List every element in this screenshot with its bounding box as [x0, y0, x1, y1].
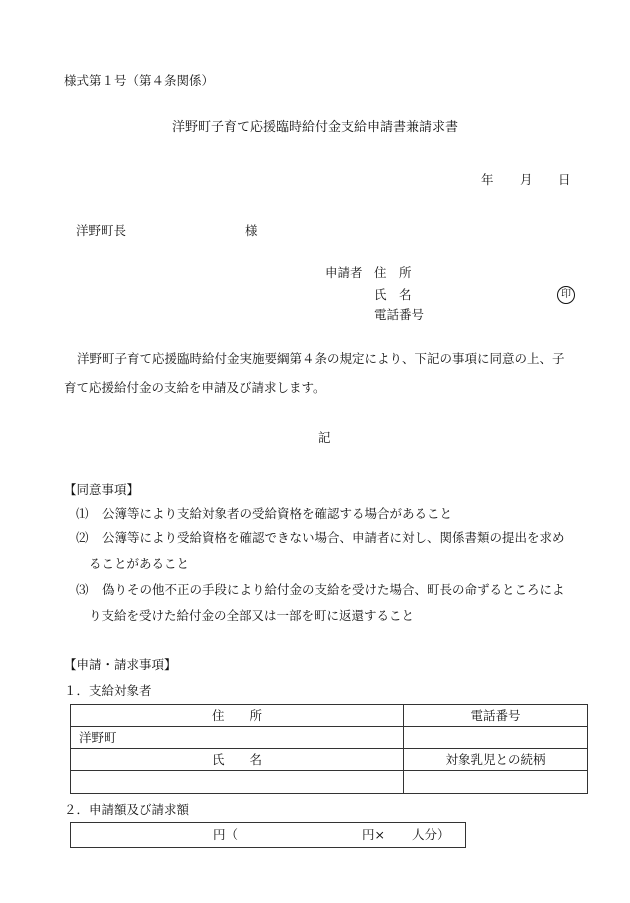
amount-yen-open: 円（ [213, 827, 239, 842]
addressee-honorific: 様 [245, 223, 258, 238]
seal-icon: 印 [557, 286, 575, 304]
ki-label: 記 [318, 430, 331, 445]
addressee-name: 洋野町長 [76, 223, 127, 238]
consent-item-2-num: ⑵ [76, 530, 89, 545]
consent-item-3-text-1: 偽りその他不正の手段により給付金の支給を受けた場合、町長の命ずるところによ [102, 582, 565, 597]
document-title: 洋野町子育て応援臨時給付金支給申請書兼請求書 [171, 120, 458, 135]
consent-item-1-num: ⑴ [76, 506, 89, 521]
consent-item-2-text-1: 公簿等により受給資格を確認できない場合、申請者に対し、関係書類の提出を求め [102, 530, 565, 545]
intro-line-2: 育て応援給付金の支給を申請及び請求します。 [64, 380, 326, 395]
relation-header: 対象乳児との続柄 [404, 749, 588, 771]
amount-persons: 人分） [412, 827, 450, 842]
phone-header: 電話番号 [404, 705, 588, 727]
request-heading: 【申請・請求事項】 [64, 657, 177, 672]
form-number: 様式第１号（第４条関係） [64, 73, 215, 88]
amount-yen-times: 円× [362, 827, 385, 842]
date-year: 年 [481, 172, 494, 187]
consent-heading: 【同意事項】 [64, 482, 140, 497]
relation-cell[interactable] [404, 771, 588, 794]
applicant-label: 申請者 [325, 265, 363, 280]
consent-item-1-text: 公簿等により支給対象者の受給資格を確認する場合があること [102, 506, 453, 521]
recipient-table [70, 704, 588, 794]
consent-item-3-text-2: り支給を受けた給付金の全部又は一部を町に返還すること [89, 608, 415, 623]
applicant-name-label: 氏 名 [374, 287, 412, 302]
intro-line-1: 洋野町子育て応援臨時給付金実施要綱第４条の規定により、下記の事項に同意の上、子 [77, 351, 565, 366]
name-header: 氏 名 [71, 749, 404, 771]
date-month: 月 [520, 172, 533, 187]
section-2-label: ２．申請額及び請求額 [64, 802, 190, 817]
consent-item-2-text-2: ることがあること [89, 556, 190, 571]
consent-item-3-num: ⑶ [76, 582, 89, 597]
address-cell[interactable]: 洋野町 [71, 727, 404, 749]
phone-cell[interactable] [404, 727, 588, 749]
section-1-label: １．支給対象者 [64, 683, 152, 698]
date-day: 日 [558, 172, 571, 187]
amount-box[interactable] [70, 822, 466, 848]
applicant-address-label: 住 所 [374, 265, 412, 280]
applicant-phone-label: 電話番号 [374, 307, 425, 322]
name-cell[interactable] [71, 771, 404, 794]
address-header: 住 所 [71, 705, 404, 727]
